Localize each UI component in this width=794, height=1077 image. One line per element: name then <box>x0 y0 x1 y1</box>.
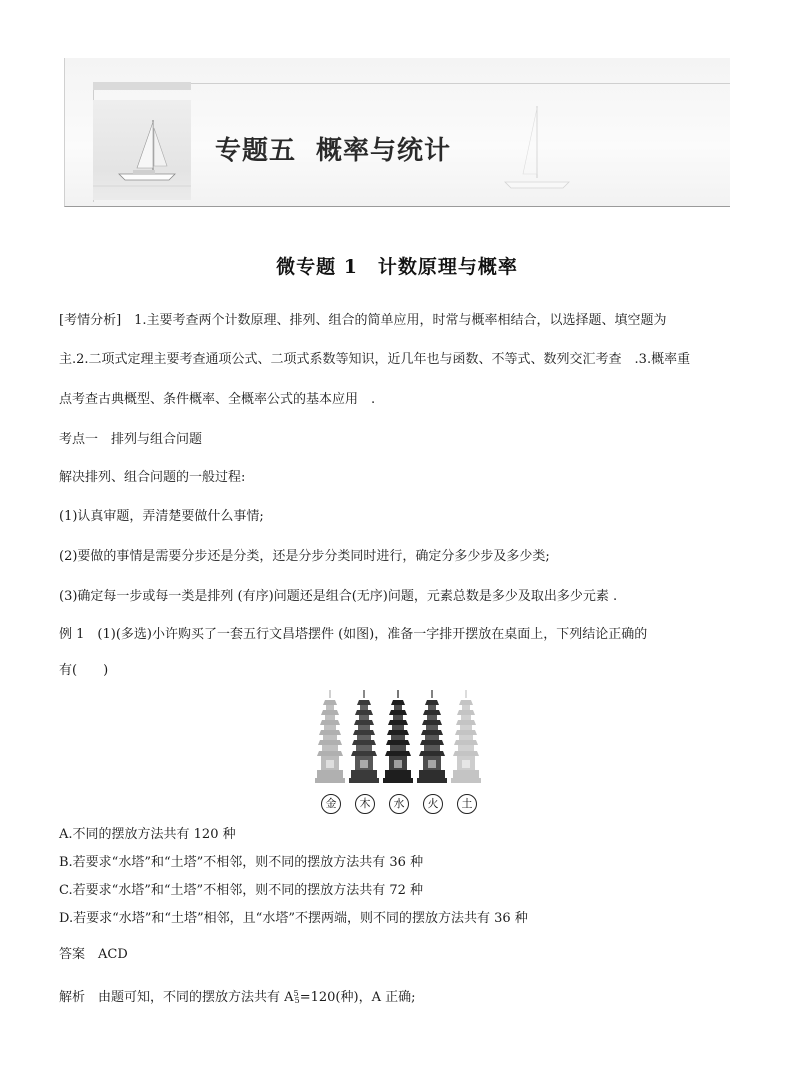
permutation-superscript: 5 <box>293 989 299 998</box>
pagoda-earth <box>451 690 481 783</box>
answer: 答案 ACD <box>59 947 128 962</box>
analysis-line-2: 主.2.二项式定理主要考查通项公式、二项式系数等知识，近几年也与函数、不等式、数列交汇考查 .3.概率重 <box>59 352 691 367</box>
option-d: D.若要求“水塔”和“土塔”相邻，且“水塔”不摆两端，则不同的摆放方法共有 36 种 <box>59 911 528 926</box>
step-3: (3)确定每一步或每一类是排列 (有序)问题还是组合(无序)问题，元素总数是多少及取出多少元素 . <box>59 589 618 604</box>
watermark-sailboat-icon <box>497 96 577 206</box>
label-fire: 火 <box>423 794 443 814</box>
analysis-line-1: [考情分析] 1.主要考查两个计数原理、排列、组合的简单应用，时常与概率相结合，以选择题、填空题为 <box>59 313 667 328</box>
option-c: C.若要求“水塔”和“土塔”不相邻，则不同的摆放方法共有 72 种 <box>59 883 424 898</box>
option-b: B.若要求“水塔”和“土塔”不相邻，则不同的摆放方法共有 36 种 <box>59 855 424 870</box>
chapter-number: 专题五 <box>215 136 297 166</box>
example-line-2: 有( ) <box>59 663 109 678</box>
step-2: (2)要做的事情是需要分步还是分类，还是分步分类同时进行，确定分多少步及多少类; <box>59 549 550 564</box>
page-title: 微专题 1 计数原理与概率 <box>276 256 518 278</box>
sailboat-photo <box>93 100 191 200</box>
section-heading: 考点一 排列与组合问题 <box>59 432 203 447</box>
solution-result: =120(种)，A 正确; <box>299 990 416 1005</box>
label-water: 水 <box>389 794 409 814</box>
example-line-1: 例 1 (1)(多选)小许购买了一套五行文昌塔摆件 (如图)，准备一字排开摆放在桌面上，下列结论正确的 <box>59 627 648 642</box>
label-wood: 木 <box>355 794 375 814</box>
pagoda-water <box>383 690 413 783</box>
chapter-topic: 概率与统计 <box>316 136 452 166</box>
permutation-subscript: 5 <box>294 996 300 1005</box>
banner-topbar <box>93 82 191 90</box>
analysis-line-3: 点考查古典概型、条件概率、全概率公式的基本应用 . <box>59 392 376 407</box>
solution <box>59 985 415 1010</box>
pagoda-metal <box>315 690 345 783</box>
label-earth: 土 <box>457 794 477 814</box>
solution-text: 解析 由题可知，不同的摆放方法共有 A <box>59 990 294 1005</box>
pagoda-figure <box>314 688 484 792</box>
option-a: A.不同的摆放方法共有 120 种 <box>59 827 236 842</box>
label-metal: 金 <box>321 794 341 814</box>
sailboat-icon <box>93 100 191 200</box>
section-intro: 解决排列、组合问题的一般过程: <box>59 470 246 485</box>
chapter-title <box>215 130 451 167</box>
pagoda-fire <box>417 690 447 783</box>
step-1: (1)认真审题，弄清楚要做什么事情; <box>59 509 264 524</box>
pagoda-wood <box>349 690 379 783</box>
chapter-banner <box>64 58 730 207</box>
